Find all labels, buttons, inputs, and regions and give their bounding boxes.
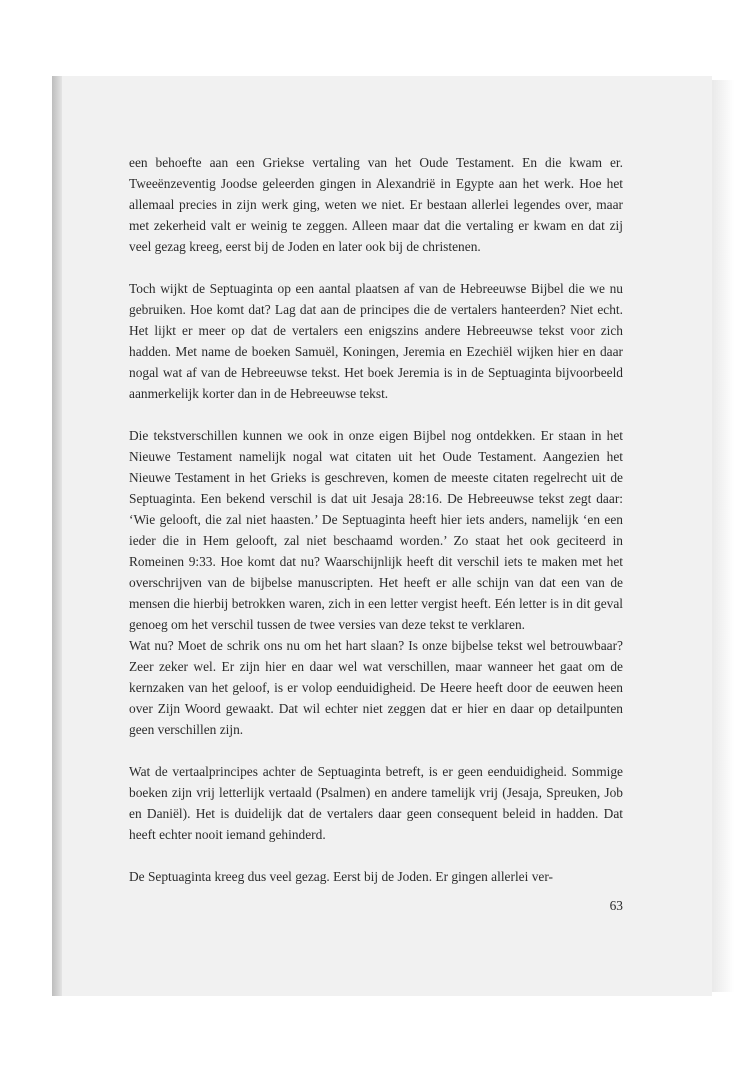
book-spine-shadow — [52, 76, 62, 996]
paragraph-6: De Septuaginta kreeg dus veel gezag. Eerst bij de Joden. Er gingen allerlei ver- — [129, 869, 553, 884]
body-text — [129, 152, 623, 887]
paragraph-2: Toch wijkt de Septuaginta op een aantal plaatsen af van de Hebreeuwse Bijbel die we nu gebruiken. Hoe komt dat? Lag dat aan de principes die de vertalers hanteerden? Niet echt. Het lijkt er meer op dat de vertalers een enigszins andere Hebreeuwse tekst voor zich hadden. Met name de boeken Samuël, Koningen, Jeremia en Ezechiël wijken hier en daar nogal wat af van de Hebreeuwse tekst. Het boek Jeremia is in de Septuaginta bijvoorbeeld aanmerkelijk korter dan in de Hebreeuwse tekst. — [129, 281, 623, 401]
page-edge-stack — [712, 80, 734, 992]
page-number: 63 — [609, 898, 623, 913]
paragraph-1: een behoefte aan een Griekse vertaling van het Oude Testament. En die kwam er. Tweeënzeventig Joodse geleerden gingen in Alexandrië in Egypte aan het werk. Hoe het allemaal precies in zijn werk ging, weten we niet. Er bestaan allerlei legendes over, maar met zekerheid valt er weinig te zeggen. Alleen maar dat die vertaling er kwam en dat zij veel gezag kreeg, eerst bij de Joden en later ook bij de christenen. — [129, 155, 623, 254]
paragraph-5: Wat de vertaalprincipes achter de Septuaginta betreft, is er geen eenduidigheid. Sommige boeken zijn vrij letterlijk vertaald (Psalmen) en andere tamelijk vrij (Jesaja, Spreuken, Job en Daniël). Het is duidelijk dat de vertalers daar geen consequent beleid in hadden. Dat heeft echter nooit iemand gehinderd. — [129, 764, 623, 842]
paragraph-4: Wat nu? Moet de schrik ons nu om het hart slaan? Is onze bijbelse tekst wel betrouwbaar? Zeer zeker wel. Er zijn hier en daar wel wat verschillen, maar wanneer het gaat om de kernzaken van het geloof, is er volop eenduidigheid. De Heere heeft door de eeuwen heen over Zijn Woord gewaakt. Dat wil echter niet zeggen dat er hier en daar op detailpunten geen verschillen zijn. — [129, 638, 623, 737]
paragraph-3: Die tekstverschillen kunnen we ook in onze eigen Bijbel nog ontdekken. Er staan in het Nieuwe Testament namelijk nogal wat citaten uit het Oude Testament. Aangezien het Nieuwe Testament in het Grieks is geschreven, komen de meeste citaten regelrecht uit de Septuaginta. Een bekend verschil is dat uit Jesaja 28:16. De Hebreeuwse tekst zegt daar: ‘Wie gelooft, die zal niet haasten.’ De Septuaginta heeft hier iets anders, namelijk ‘en een ieder die in Hem gelooft, zal niet beschaamd worden.’ Zo staat het ook geciteerd in Romeinen 9:33. Hoe komt dat nu? Waarschijnlijk heeft dit verschil iets te maken met het overschrijven van de bijbelse manuscripten. Het heeft er alle schijn van dat een van de mensen die hierbij betrokken waren, zich in een letter vergist heeft. Eén letter is in dit geval genoeg om het verschil tussen de twee versies van deze tekst te verklaren. — [129, 428, 623, 632]
